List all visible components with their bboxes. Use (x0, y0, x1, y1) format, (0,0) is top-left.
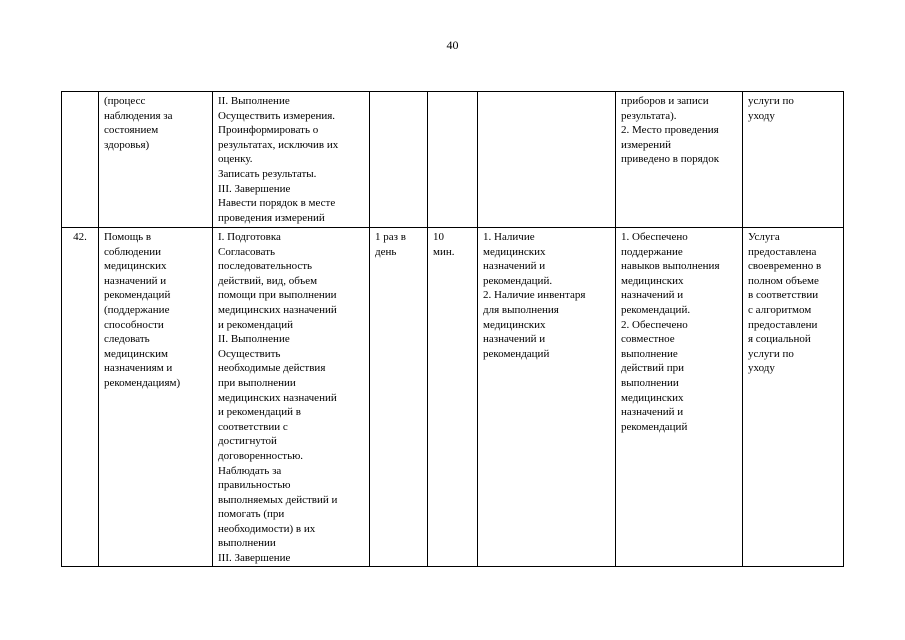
cell-duration (428, 92, 478, 228)
cell-line: для выполнения (483, 303, 559, 316)
cell-line: наблюдения за (104, 109, 173, 122)
cell-line: Навести порядок в месте (218, 197, 336, 210)
cell-line: измерений (621, 138, 671, 151)
cell-conditions (478, 92, 616, 228)
cell-line: Услуга (748, 231, 780, 243)
cell-line: необходимые действия (218, 362, 326, 375)
table-row (62, 92, 844, 228)
cell-line: медицинских назначений (218, 303, 337, 316)
cell-line: выполняемых действий и (218, 493, 338, 506)
cell-line: рекомендаций. (621, 303, 691, 316)
cell-result (743, 228, 844, 567)
cell-line: уходу (748, 109, 775, 122)
cell-line: II. Выполнение (218, 333, 290, 346)
cell-line: правильностью (218, 479, 291, 492)
cell-line: III. Завершение (218, 552, 291, 565)
cell-line: Проинформировать о (218, 124, 319, 137)
cell-line: 2. Наличие инвентаря (483, 289, 586, 302)
cell-line: полном объеме (748, 274, 819, 287)
cell-line: II. Выполнение (218, 95, 290, 107)
cell-line: 1. Обеспечено (621, 231, 688, 243)
cell-line: рекомендаций. (483, 274, 553, 287)
cell-line: медицинских (483, 318, 546, 331)
cell-line: назначений и (483, 333, 546, 346)
cell-line: соблюдении (104, 245, 161, 258)
table-row (62, 228, 844, 567)
cell-line: навыков выполнения (621, 260, 720, 273)
cell-line: выполнении (218, 537, 276, 550)
cell-line: медицинских (483, 245, 546, 258)
cell-line: медицинских (621, 274, 684, 287)
cell-line: рекомендаций (104, 289, 171, 302)
cell-line: (процесс (104, 95, 146, 107)
cell-line: услуги по (748, 347, 794, 360)
cell-line: выполнение (621, 347, 678, 360)
cell-line: с алгоритмом (748, 303, 812, 316)
cell-line: оценку. (218, 153, 253, 166)
cell-line: медицинских назначений (218, 391, 337, 404)
cell-line: последовательность (218, 260, 313, 273)
cell-line: рекомендаций (621, 420, 688, 433)
cell-content (213, 92, 370, 228)
cell-line: назначений и (104, 274, 167, 287)
cell-line: Осуществить (218, 347, 281, 360)
cell-line: результатах, исключив их (218, 138, 339, 151)
cell-line: Наблюдать за (218, 464, 282, 477)
cell-duration (428, 228, 478, 567)
cell-quality (616, 228, 743, 567)
cell-line: медицинским (104, 347, 168, 360)
cell-line: Записать результаты. (218, 167, 317, 180)
cell-line: выполнении (621, 376, 679, 389)
cell-line: Согласовать (218, 245, 276, 258)
cell-line: рекомендаций (483, 347, 550, 360)
cell-line: поддержание (621, 245, 683, 258)
cell-service (99, 92, 213, 228)
cell-result (743, 92, 844, 228)
cell-num: 42. (62, 228, 99, 567)
cell-line: медицинских (621, 391, 684, 404)
cell-line: здоровья) (104, 138, 150, 151)
cell-line: приведено в порядок (621, 153, 720, 166)
cell-line: услуги по (748, 95, 794, 107)
cell-line: при выполнении (218, 376, 296, 389)
cell-line: совместное (621, 333, 675, 346)
cell-line: состоянием (104, 124, 159, 137)
cell-num (62, 92, 99, 228)
cell-line: и рекомендаций в (218, 406, 301, 419)
cell-frequency (370, 228, 428, 567)
cell-line: предоставлена (748, 245, 817, 258)
cell-line: мин. (433, 245, 455, 258)
cell-line: проведения измерений (218, 211, 325, 224)
cell-line: своевременно в (748, 260, 822, 273)
cell-line: 10 (433, 231, 444, 243)
cell-line: день (375, 245, 397, 258)
cell-line: предоставлени (748, 318, 818, 331)
cell-line: 2. Место проведения (621, 124, 719, 137)
cell-line: медицинских (104, 260, 167, 273)
cell-content (213, 228, 370, 567)
cell-line: III. Завершение (218, 182, 291, 195)
cell-quality (616, 92, 743, 228)
cell-line: приборов и записи (621, 95, 709, 107)
cell-line: способности (104, 318, 164, 331)
cell-line: действий при (621, 362, 685, 375)
cell-line: рекомендациям) (104, 376, 181, 389)
cell-line: необходимости) в их (218, 522, 316, 535)
cell-frequency (370, 92, 428, 228)
cell-service (99, 228, 213, 567)
cell-line: (поддержание (104, 303, 170, 316)
cell-line: помощи при выполнении (218, 289, 337, 302)
cell-line: помогать (при (218, 508, 285, 521)
cell-line: следовать (104, 333, 150, 346)
cell-line: действий, вид, объем (218, 274, 318, 287)
cell-line: Осуществить измерения. (218, 109, 336, 122)
cell-line: достигнутой (218, 435, 277, 448)
cell-line: 1. Наличие (483, 231, 535, 243)
cell-line: назначений и (483, 260, 546, 273)
cell-line: соответствии с (218, 420, 288, 433)
cell-line: и рекомендаций (218, 318, 293, 331)
cell-line: назначениям и (104, 362, 173, 375)
cell-line: в соответствии (748, 289, 819, 302)
cell-line: I. Подготовка (218, 231, 281, 243)
cell-line: результата). (621, 109, 677, 122)
cell-line: назначений и (621, 406, 684, 419)
cell-line: договоренностью. (218, 449, 304, 462)
page-number: 40 (446, 38, 459, 52)
cell-line: я социальной (748, 333, 811, 346)
cell-line: назначений и (621, 289, 684, 302)
services-table (61, 91, 844, 567)
cell-conditions (478, 228, 616, 567)
cell-line: уходу (748, 362, 775, 375)
cell-line: 1 раз в (375, 231, 406, 243)
cell-line: Помощь в (104, 231, 152, 243)
cell-line: 2. Обеспечено (621, 318, 688, 331)
